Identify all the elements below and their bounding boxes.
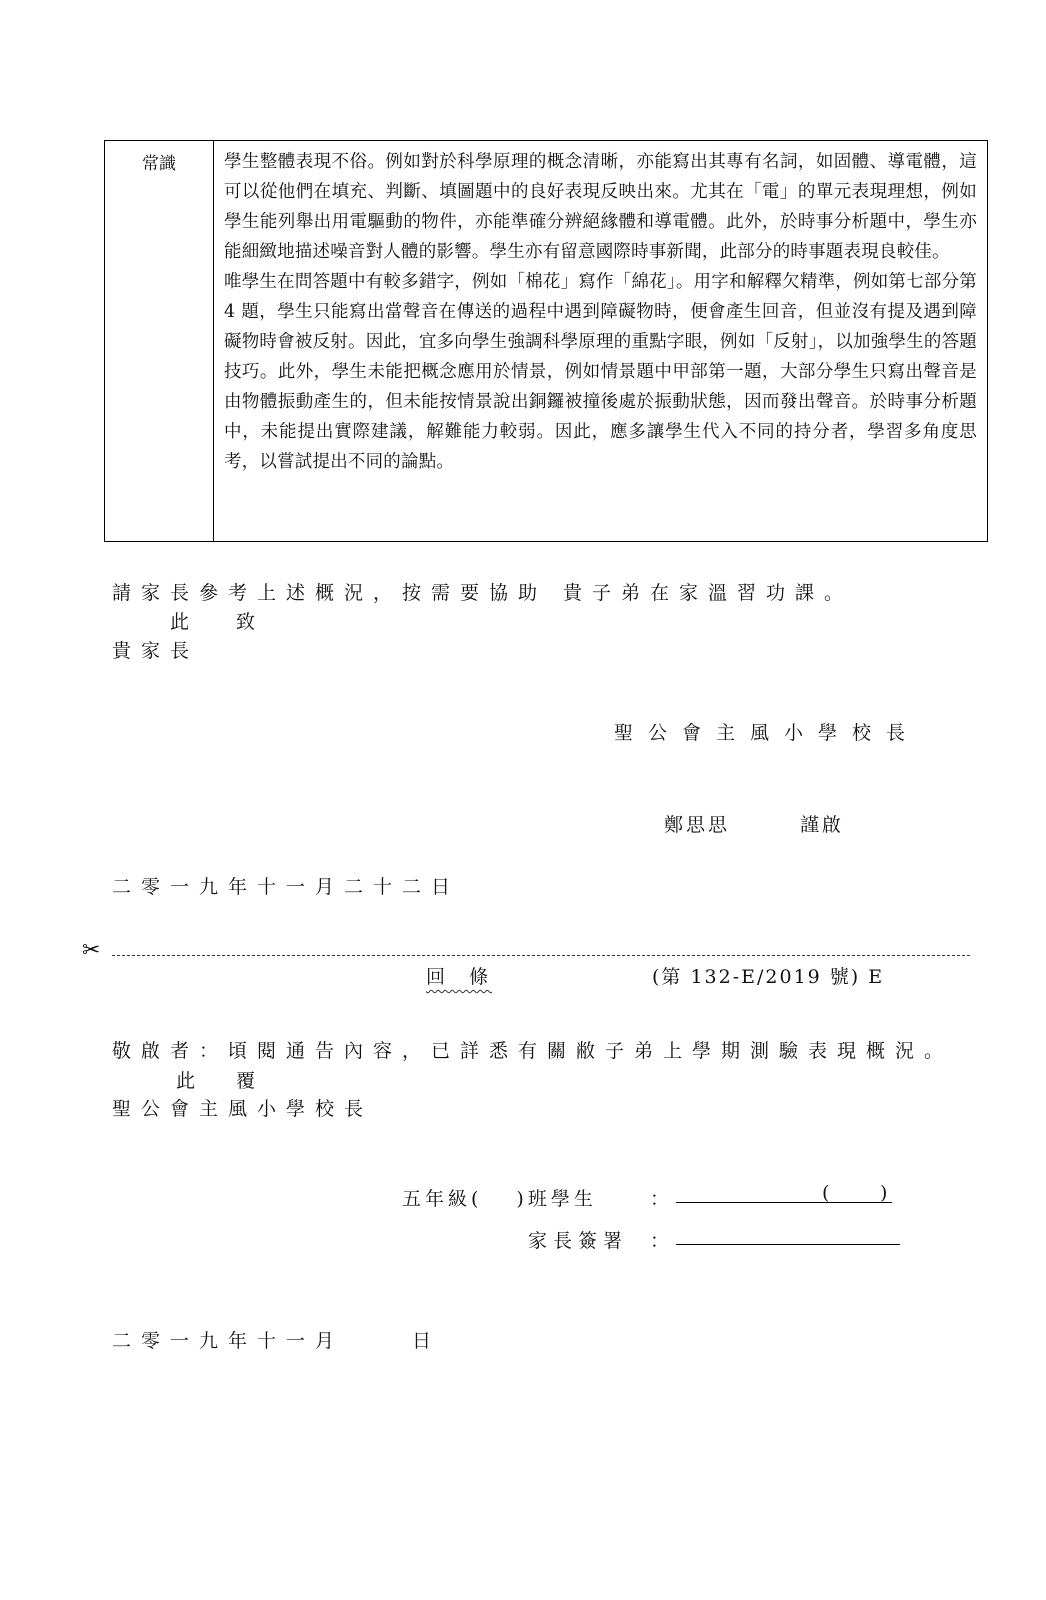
closing-line: 請家長參考上述概況，按需要協助 貴子弟在家溫習功課。 — [112, 582, 854, 604]
student-name-underline — [676, 1182, 892, 1203]
scissors-icon: ✂ — [82, 938, 101, 963]
school-principal-title: 聖公會主風小學校長 — [614, 722, 921, 744]
student-name-field[interactable] — [676, 1182, 892, 1206]
signer-name: 鄭思思 — [664, 814, 731, 836]
salutation-zhi: 致 — [236, 611, 256, 633]
salutation-ci: 此 — [170, 611, 190, 633]
reply-title: 回 條 — [426, 966, 493, 988]
table-row — [105, 141, 988, 542]
class-number-open-paren: ( — [822, 1182, 830, 1204]
comment-paragraph-weaknesses: 唯學生在問答題中有較多錯字，例如「棉花」寫作「綿花」。用字和解釋欠精準，例如第七部分第 4 題，學生只能寫出當聲音在傳送的過程中遇到障礙物時，便會產生回音，但並沒有提及遇到障礙物時會被反射。因此，宜多向學生強調科學原理的重點字眼，例如「反射」，以加強學生的答題技巧。此外，學生未能把概念應用於情景，例如情景題中甲部第一題，大部分學生只寫出聲音是由物體振動產生的，但未能按情景說出銅鑼被撞後處於振動狀態，因而發出聲音。於時事分析題中，未能提出實際建議，解難能力較弱。因此，應多讓學生代入不同的持分者，學習多角度思考，以嘗試提出不同的論點。 — [224, 272, 977, 472]
student-class-label — [402, 1184, 597, 1211]
reply-addressee: 聖公會主風小學校長 — [112, 1098, 374, 1120]
subject-cell — [105, 141, 214, 542]
report-table — [104, 140, 988, 542]
student-colon: ： — [650, 1188, 670, 1210]
cut-line — [82, 938, 970, 964]
reply-ci: 此 — [176, 1070, 196, 1092]
reply-date-prefix: 二零一九年十一月 — [112, 1330, 345, 1352]
parent-sign-label: 家長簽署 — [528, 1230, 629, 1252]
signer-closing: 謹啟 — [800, 814, 845, 836]
reply-fu: 覆 — [236, 1070, 256, 1092]
class-number-close-paren: ) — [880, 1182, 888, 1204]
student-label-suffix: )班學生 — [516, 1188, 597, 1210]
reply-date-suffix: 日 — [412, 1330, 432, 1352]
reply-body-line: 敬啟者：頃閱通告內容，已詳悉有關敝子弟上學期測驗表現概況。 — [112, 1040, 954, 1062]
parent-sign-colon: ： — [650, 1230, 670, 1252]
addressee-parents: 貴家長 — [112, 640, 200, 662]
comment-paragraph-strengths: 學生整體表現不俗。例如對於科學原理的概念清晰，亦能寫出其專有名詞，如固體、導電體，這可以從他們在填充、判斷、填圖題中的良好表現反映出來。尤其在「電」的單元表現理想，例如學生能列舉出用電驅動的物件，亦能準確分辨絕緣體和導電體。此外，於時事分析題中，學生亦能細緻地描述噪音對人體的影響。學生亦有留意國際時事新聞，此部分的時事題表現良較佳。 — [224, 152, 977, 262]
student-label-prefix: 五年級( — [402, 1188, 483, 1210]
parent-signature-field[interactable] — [676, 1224, 900, 1245]
subject-label: 常識 — [142, 154, 176, 174]
letter-date: 二零一九年十一月二十二日 — [112, 876, 461, 898]
comment-cell — [214, 141, 988, 542]
dashed-divider — [112, 955, 970, 956]
reply-ref-number: (第 132-E/2019 號) E — [652, 966, 885, 988]
